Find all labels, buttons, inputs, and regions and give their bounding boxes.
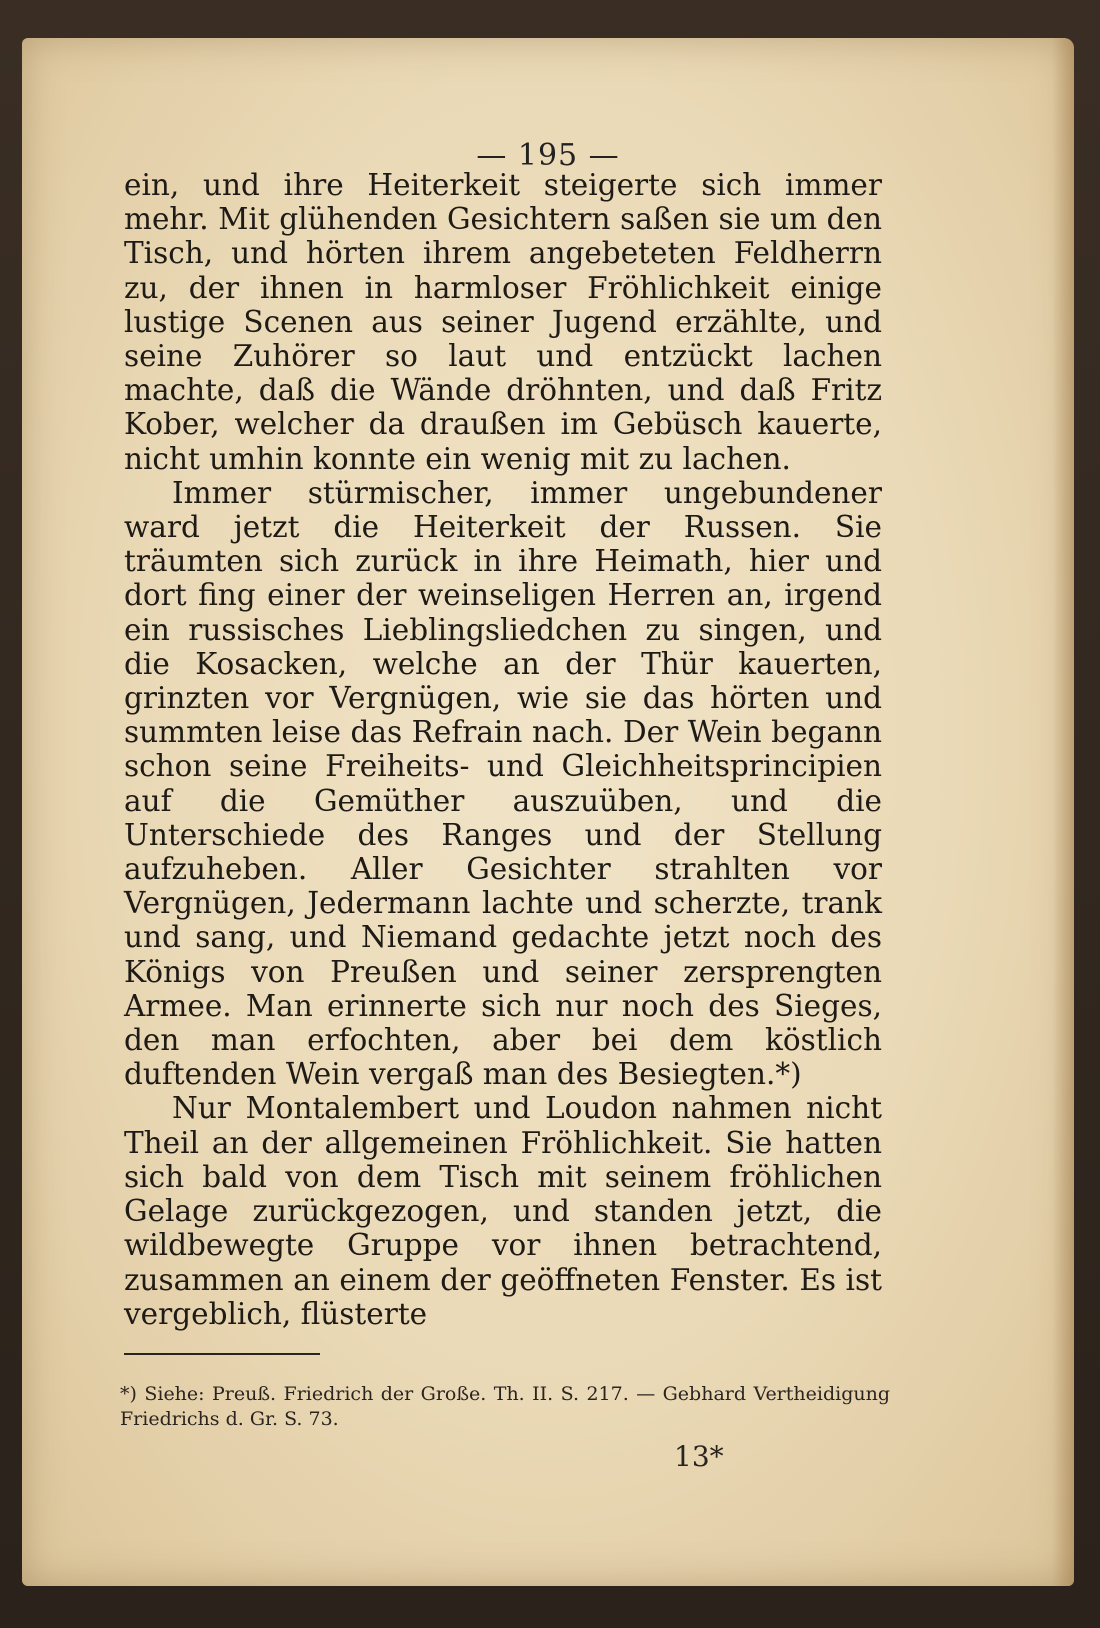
paragraph-1: ein, und ihre Heiterkeit steigerte sich immer mehr. Mit glühenden Gesichtern saßen sie um den Tisch, und hörten ihrem angebeteten Feldherrn zu, der ihnen in harmloser Fröhlichkeit einige lustige Scenen aus seiner Jugend erzählte, und seine Zuhörer so laut und entzückt lachen machte, daß die Wände dröhnten, und daß Fritz Kober, welcher da draußen im Gebüsch kauerte, nicht umhin konnte ein wenig mit zu lachen. (124, 168, 882, 476)
signature-mark: 13* (674, 1440, 724, 1473)
page-number: — 195 — (476, 138, 620, 173)
paragraph-3: Nur Montalembert und Loudon nahmen nicht Theil an der allgemeinen Fröhlichkeit. Sie hatten sich bald von dem Tisch mit seinem fröhlichen Gelage zurückgezogen, und standen jetzt, die wildbewegte Gruppe vor ihnen betrachtend, zusammen an einem der geöffneten Fenster. Es ist vergeblich, flüsterte (124, 1091, 882, 1331)
page-edge-shading (1052, 38, 1074, 1586)
footnote-rule (124, 1353, 320, 1355)
footnote: *) Siehe: Preuß. Friedrich der Große. Th. II. S. 217. — Gebhard Vertheidigung Friedrichs d. Gr. S. 73. (120, 1383, 890, 1430)
body-text (124, 168, 882, 1331)
paragraph-2: Immer stürmischer, immer ungebundener ward jetzt die Heiterkeit der Russen. Sie träumten sich zurück in ihre Heimath, hier und dort fing einer der weinseligen Herren an, irgend ein russisches Lieblingsliedchen zu singen, und die Kosacken, welche an der Thür kauerten, grinzten vor Vergnügen, wie sie das hörten und summten leise das Refrain nach. Der Wein begann schon seine Freiheits- und Gleichheitsprincipien auf die Gemüther auszuüben, und die Unterschiede des Ranges und der Stellung aufzuheben. Aller Gesichter strahlten vor Vergnügen, Jedermann lachte und scherzte, trank und sang, und Niemand gedachte jetzt noch des Königs von Preußen und seiner zersprengten Armee. Man erinnerte sich nur noch des Sieges, den man erfochten, aber bei dem köstlich duftenden Wein vergaß man des Besiegten.*) (124, 475, 882, 1092)
